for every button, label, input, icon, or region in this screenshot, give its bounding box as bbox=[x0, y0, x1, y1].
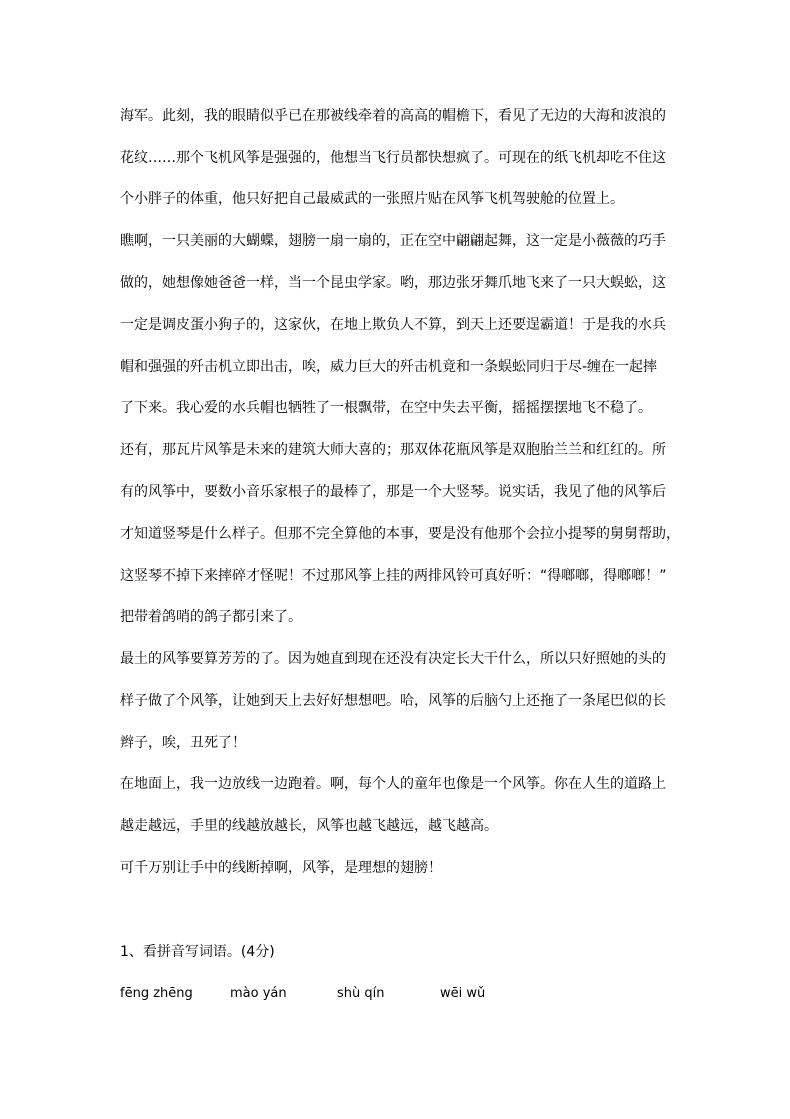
paragraph-line: 帽和强强的歼击机立即出击，唉，威力巨大的歼击机竟和一条蜈蚣同归于尽-缠在一起摔 bbox=[120, 359, 658, 375]
paragraph-line: 最土的风筝要算芳芳的了。因为她直到现在还没有决定长大干什么，所以只好照她的头的 bbox=[120, 651, 666, 667]
paragraph-line: 才知道竖琴是什么样子。但那不完全算他的本事，要是没有他那个会拉小提琴的舅舅帮助， bbox=[120, 526, 680, 542]
pinyin-word: mào yán bbox=[230, 986, 287, 1001]
paragraph-line: 做的，她想像她爸爸一样，当一个昆虫学家。哟，那边张牙舞爪地飞来了一只大蜈蚣，这 bbox=[120, 275, 666, 291]
paragraph-line: 在地面上，我一边放线一边跑着。啊，每个人的童年也像是一个风筝。你在人生的道路上 bbox=[120, 776, 666, 792]
paragraph-line: 可千万别让手中的线断掉啊，风筝，是理想的翅膀！ bbox=[120, 860, 442, 876]
pinyin-word: wēi wǔ bbox=[440, 986, 486, 1001]
paragraph-line: 这竖琴不掉下来摔碎才怪呢！不过那风筝上挂的两排风铃可真好听：“得啷啷，得啷啷！” bbox=[120, 568, 667, 584]
paragraph-line: 瞧啊，一只美丽的大蝴蝶，翅膀一扇一扇的，正在空中翩翩起舞，这一定是小薇薇的巧手 bbox=[120, 233, 666, 249]
question-heading: 1、看拼音写词语。(4分) bbox=[120, 944, 275, 960]
paragraph-line: 样子做了个风筝，让她到天上去好好想想吧。哈，风筝的后脑勺上还拖了一条尾巴似的长 bbox=[120, 693, 666, 709]
paragraph-line: 海军。此刻，我的眼睛似乎已在那被线牵着的高高的帽檐下，看见了无边的大海和波浪的 bbox=[120, 108, 666, 124]
pinyin-word: fēng zhēng bbox=[120, 986, 193, 1001]
paragraph-line: 有的风筝中，要数小音乐家根子的最棒了，那是一个大竖琴。说实话，我见了他的风筝后 bbox=[120, 484, 666, 500]
paragraph-line: 个小胖子的体重，他只好把自己最威武的一张照片贴在风筝飞机驾驶舱的位置上。 bbox=[120, 191, 624, 207]
paragraph-line: 越走越远，手里的线越放越长，风筝也越飞越远，越飞越高。 bbox=[120, 818, 498, 834]
paragraph-line: 把带着鸽哨的鸽子都引来了。 bbox=[120, 609, 302, 625]
paragraph-line: 花纹……那个飞机风筝是强强的，他想当飞行员都快想疯了。可现在的纸飞机却吃不住这 bbox=[120, 150, 666, 166]
paragraph-line: 还有，那瓦片风筝是未来的建筑大师大喜的；那双体花瓶风筝是双胞胎兰兰和红红的。所 bbox=[120, 442, 666, 458]
pinyin-word: shù qín bbox=[337, 986, 385, 1001]
paragraph-line: 辫子，唉，丑死了！ bbox=[120, 735, 246, 751]
paragraph-line: 了下来。我心爱的水兵帽也牺牲了一根飘带，在空中失去平衡，摇摇摆摆地飞不稳了。 bbox=[120, 400, 652, 416]
paragraph-line: 一定是调皮蛋小狗子的，这家伙，在地上欺负人不算，到天上还要逞霸道！于是我的水兵 bbox=[120, 317, 666, 333]
